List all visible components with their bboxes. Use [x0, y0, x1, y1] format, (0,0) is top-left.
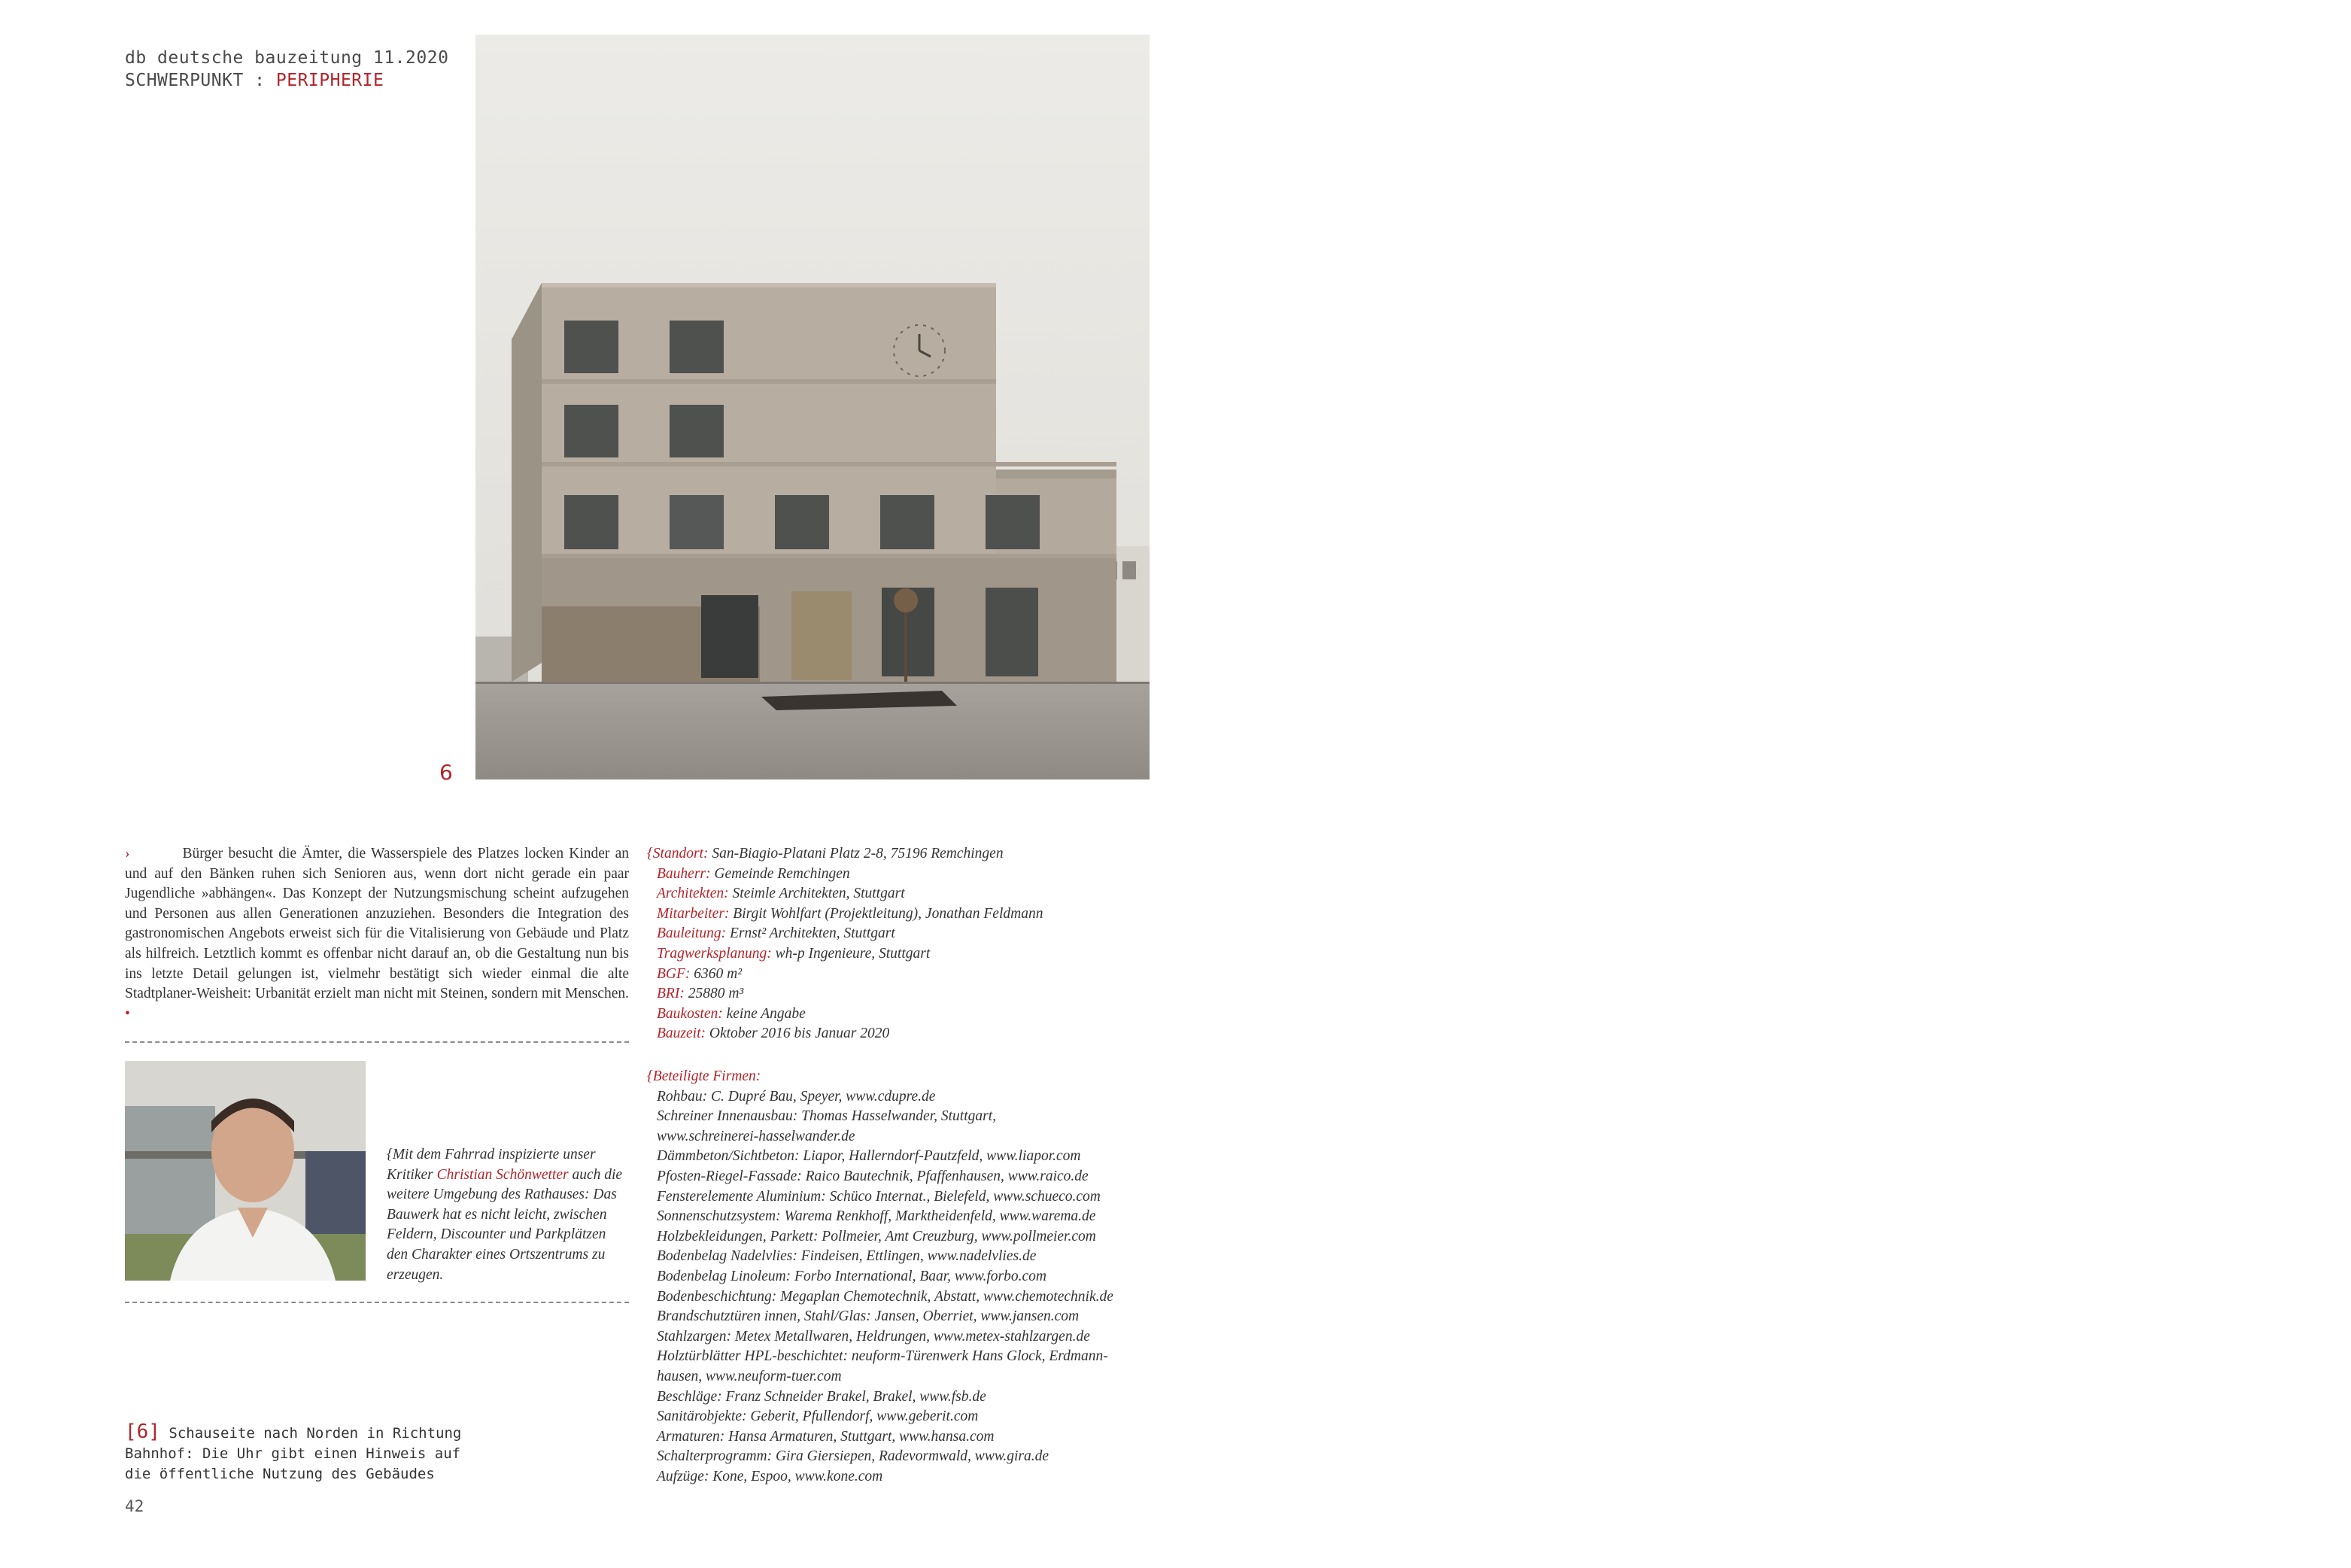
firm-line: Sonnenschutzsystem: Warema Renkhoff, Marktheidenfeld, www.warema.de	[657, 1208, 1096, 1225]
firm-line: Armaturen: Hansa Armaturen, Stuttgart, www.hansa.com	[657, 1428, 995, 1445]
figure-caption	[125, 1422, 463, 1484]
fact-row	[647, 984, 1151, 1004]
fact-label: Baukosten:	[657, 1005, 723, 1022]
body-paragraph: Bürger besucht die Ämter, die Wasserspiele des Platzes locken Kinder an und auf den Bänken ruhen sich Senioren aus, wenn dort nicht gerade ein paar Jugendliche »abhängen«. Das Konzept der Nutzungsmischung scheint aufzugehen und Personen aus allen Generationen anzuziehen. Besonders die Integration des gastronomischen Angebots erweist sich für die Vitalisierung von Gebäude und Platz als hilfreich. Letztlich kommt es offenbar nicht darauf an, ob die Gestaltung nun bis ins letzte Detail gelungen ist, vielmehr bestätigt sich wieder einmal die alte Stadtplaner-Weisheit: Urbanität erzielt man nicht mit Steinen, sondern mit Menschen.	[125, 846, 629, 1002]
note-text-pre: Mit dem Fahrrad inspizierte unser Kritiker	[387, 1147, 596, 1183]
fact-row	[647, 844, 1151, 865]
building-photo	[475, 35, 1150, 779]
fact-value: 6360 m²	[690, 965, 743, 982]
firm-line: Holzbekleidungen, Parkett: Pollmeier, Amt Creuzburg, www.pollmeier.com	[657, 1228, 1096, 1244]
publication-title: db deutsche bauzeitung 11.2020	[125, 48, 449, 68]
fact-value: San-Biagio-Platani Platz 2-8, 75196 Remchingen	[708, 846, 1004, 861]
note-brace: {	[387, 1147, 393, 1162]
project-facts	[647, 844, 1151, 1044]
page-header	[125, 47, 448, 92]
fact-label: Architekten:	[657, 886, 729, 902]
divider-upper	[125, 1041, 629, 1043]
fact-label: Bauherr:	[657, 865, 711, 882]
note-text-post: auch die weitere Umgebung des Rathauses: Das Bauwerk hat es nicht leicht, zwischen Feldern, Discounter und Parkplätzen den Charakter eines Ortszentrums zu erzeugen.	[387, 1166, 623, 1283]
fact-label: Bauzeit:	[657, 1026, 706, 1042]
firms-heading: {Beteiligte Firmen:	[647, 1068, 761, 1084]
firm-line: Bodenbeschichtung: Megaplan Chemotechnik, Abstatt, www.chemotechnik.de	[657, 1288, 1113, 1305]
fact-row	[647, 965, 1151, 985]
fact-value: Gemeinde Remchingen	[710, 865, 850, 882]
section-line	[125, 69, 448, 92]
caption-number: [6]	[125, 1421, 160, 1443]
firm-line: Rohbau: C. Dupré Bau, Speyer, www.cdupre.de	[657, 1088, 936, 1105]
fact-row	[647, 944, 1151, 965]
divider-lower	[125, 1302, 629, 1303]
fact-row	[647, 884, 1151, 904]
fact-value: Steimle Architekten, Stuttgart	[728, 886, 905, 902]
fact-label: BGF:	[657, 965, 691, 982]
firm-line: Brandschutztüren innen, Stahl/Glas: Jansen, Oberriet, www.jansen.com	[657, 1308, 1080, 1325]
continuation-marker: ›	[125, 846, 130, 861]
firm-line: Aufzüge: Kone, Espoo, www.kone.com	[657, 1468, 883, 1484]
firm-line: Stahlzargen: Metex Metallwaren, Heldrungen, www.metex-stahlzargen.de	[657, 1328, 1090, 1345]
fact-label: Bauleitung:	[657, 925, 727, 942]
section-topic: PERIPHERIE	[275, 71, 384, 90]
end-mark: •	[125, 1005, 130, 1022]
firm-line: Dämmbeton/Sichtbeton: Liapor, Hallerndorf-Pautzfeld, www.liapor.com	[657, 1148, 1081, 1165]
body-text	[125, 844, 629, 1024]
fact-row	[647, 1024, 1151, 1044]
fact-value: Ernst² Architekten, Stuttgart	[726, 925, 895, 942]
fact-row	[647, 924, 1151, 944]
figure-number: 6	[439, 760, 453, 785]
firm-line: Schreiner Innenausbau: Thomas Hasselwander, Stuttgart,	[657, 1108, 997, 1125]
fact-value: Birgit Wohlfart (Projektleitung), Jonathan Feldmann	[729, 905, 1043, 922]
firm-line: Bodenbelag Nadelvlies: Findeisen, Ettlingen, www.nadelvlies.de	[657, 1248, 1037, 1265]
fact-row	[647, 865, 1151, 885]
fact-row	[647, 904, 1151, 925]
fact-value: wh-p Ingenieure, Stuttgart	[771, 945, 931, 962]
participating-firms	[647, 1067, 1151, 1487]
fact-value: keine Angabe	[722, 1005, 806, 1022]
fact-row	[647, 1004, 1151, 1025]
firm-line: Schalterprogramm: Gira Giersiepen, Radevormwald, www.gira.de	[657, 1448, 1049, 1465]
firm-line: hausen, www.neuform-tuer.com	[657, 1368, 842, 1384]
firm-line: Fensterelemente Aluminium: Schüco Internat., Bielefeld, www.schueco.com	[657, 1188, 1101, 1205]
fact-label: Mitarbeiter:	[657, 905, 730, 922]
author-note	[387, 1145, 627, 1285]
firm-line: Sanitärobjekte: Geberit, Pfullendorf, www.geberit.com	[657, 1408, 979, 1425]
fact-label: Tragwerksplanung:	[657, 945, 772, 962]
firm-line: Beschläge: Franz Schneider Brakel, Brakel, www.fsb.de	[657, 1388, 986, 1405]
fact-label: BRI:	[657, 986, 685, 1002]
firm-line: Pfosten-Riegel-Fassade: Raico Bautechnik, Pfaffenhausen, www.raico.de	[657, 1168, 1089, 1184]
fact-value: Oktober 2016 bis Januar 2020	[705, 1026, 890, 1042]
author-photo	[125, 1061, 366, 1281]
fact-value: 25880 m³	[684, 986, 744, 1002]
section-label: SCHWERPUNKT :	[125, 71, 266, 90]
fact-label: {Standort:	[647, 846, 709, 861]
author-name: Christian Schönwetter	[436, 1166, 569, 1183]
page-number: 42	[125, 1497, 144, 1515]
firm-line: www.schreinerei-hasselwander.de	[657, 1128, 855, 1144]
firm-line: Bodenbelag Linoleum: Forbo International, Baar, www.forbo.com	[657, 1268, 1046, 1284]
caption-text: Schauseite nach Norden in Richtung Bahnhof: Die Uhr gibt einen Hinweis auf die öffentliche Nutzung des Gebäudes	[125, 1425, 462, 1482]
firm-line: Holztürblätter HPL-beschichtet: neuform-Türenwerk Hans Glock, Erdmann-	[657, 1348, 1108, 1365]
